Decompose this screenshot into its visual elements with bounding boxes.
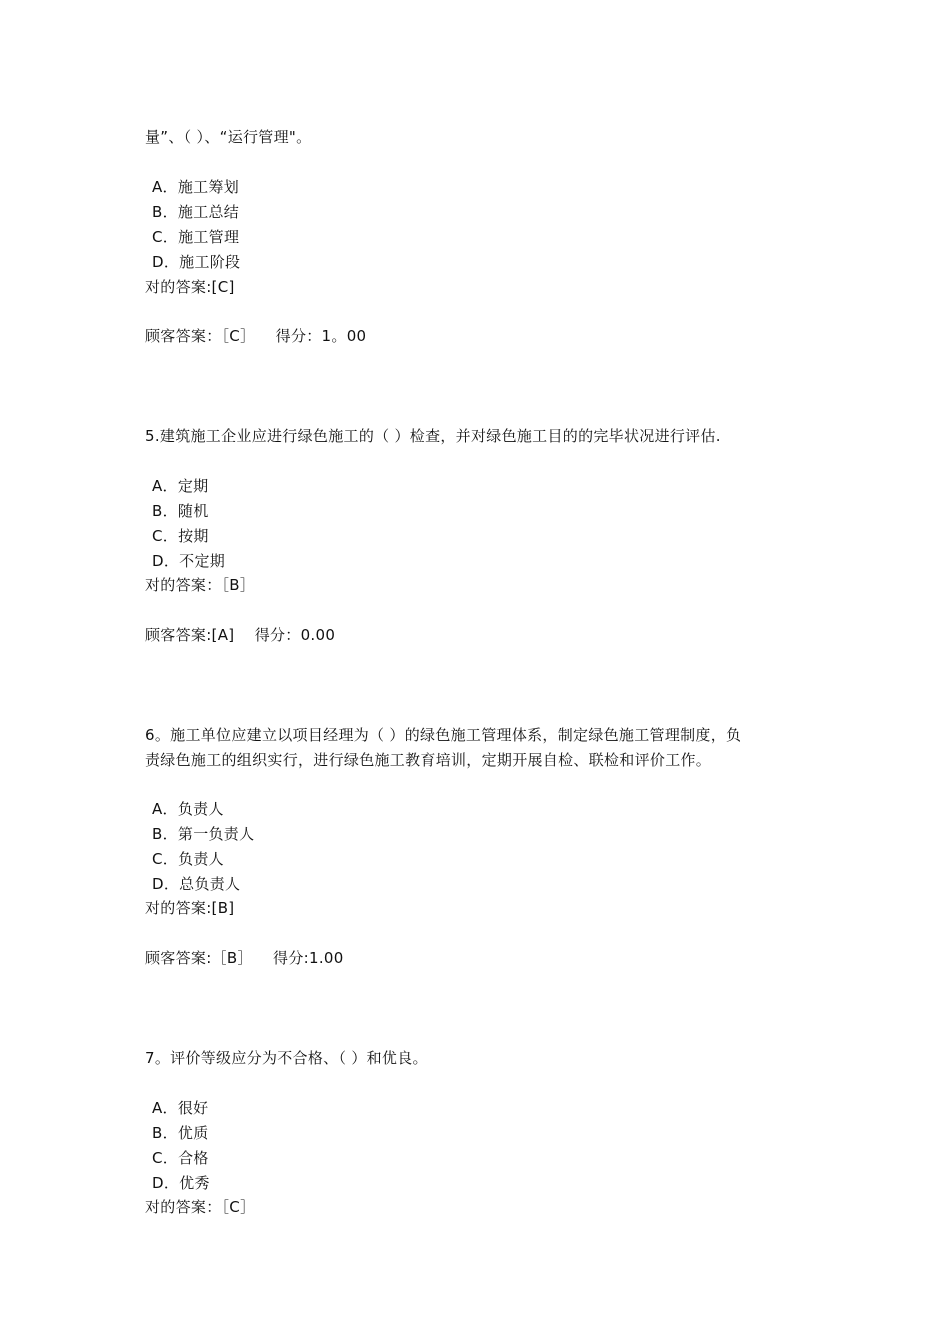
question-7-option-c: C．合格	[152, 1149, 209, 1167]
question-5-customer-answer: 顾客答案:[A] 得分：0.00	[145, 626, 336, 644]
question-5-option-b: B．随机	[152, 502, 209, 520]
question-6-stem-line-1: 6。施工单位应建立以项目经理为（ ）的绿色施工管理体系，制定绿色施工管理制度，负	[145, 726, 742, 744]
question-5-option-d: D．不定期	[152, 552, 226, 570]
question-4-stem-tail: 量”、（ ）、“运行管理"。	[145, 128, 312, 146]
question-7-option-b: B．优质	[152, 1124, 209, 1142]
question-4-option-c: C．施工管理	[152, 228, 240, 246]
question-6-option-c: C．负责人	[152, 850, 224, 868]
question-7-option-d: D．优秀	[152, 1174, 210, 1192]
question-6-option-a: A．负责人	[152, 800, 224, 818]
question-4-option-d: D．施工阶段	[152, 253, 241, 271]
question-6-stem-line-2: 责绿色施工的组织实行，进行绿色施工教育培训，定期开展自检、联检和评价工作。	[145, 751, 712, 769]
question-4-option-a: A．施工筹划	[152, 178, 240, 196]
question-4-option-b: B．施工总结	[152, 203, 240, 221]
question-6-correct-answer: 对的答案:[B]	[145, 899, 235, 917]
question-5-option-c: C．按期	[152, 527, 209, 545]
question-5-stem: 5.建筑施工企业应进行绿色施工的（ ）检查，并对绿色施工目的的完毕状况进行评估.	[145, 427, 721, 445]
question-6-option-d: D．总负责人	[152, 875, 241, 893]
question-6-customer-answer: 顾客答案:［B］ 得分:1.00	[145, 949, 344, 967]
question-7-correct-answer: 对的答案：［C］	[145, 1198, 256, 1216]
question-5-correct-answer: 对的答案：［B］	[145, 576, 256, 594]
question-6-option-b: B．第一负责人	[152, 825, 255, 843]
question-5-option-a: A．定期	[152, 477, 209, 495]
question-7-option-a: A．很好	[152, 1099, 209, 1117]
question-7-stem: 7。评价等级应分为不合格、（ ）和优良。	[145, 1049, 428, 1067]
question-4-correct-answer: 对的答案:[C]	[145, 278, 235, 296]
question-4-customer-answer: 顾客答案：［C］ 得分：1。00	[145, 327, 367, 345]
